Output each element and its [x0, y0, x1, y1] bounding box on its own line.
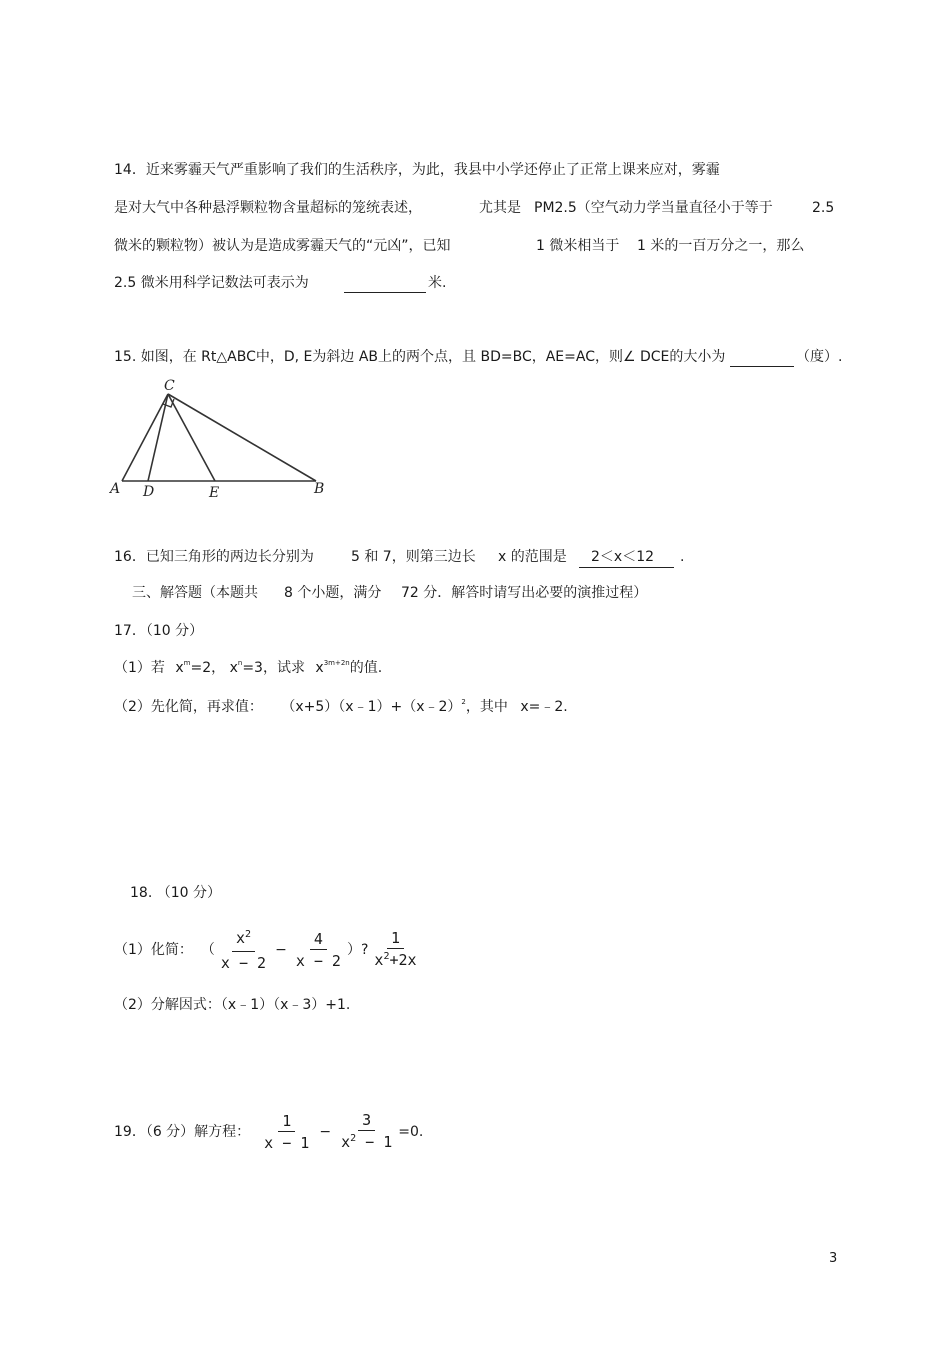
- q17-p1-d: 的值.: [349, 660, 383, 676]
- q18-fraction-1: [217, 929, 270, 972]
- q15-suffix: （度）.: [796, 349, 843, 365]
- section3-b: 8 个小题，满分: [284, 585, 382, 601]
- q19-heading: 19．（6 分）解方程：: [114, 1124, 251, 1140]
- q14-line-1: 14．近来雾霾天气严重影响了我们的生活秩序，为此，我县中小学还停止了正常上课来应对，雾霾: [114, 162, 720, 178]
- q17-p1-n: n: [237, 659, 243, 667]
- q17-part-2: [114, 697, 568, 719]
- q14-answer-blank[interactable]: [344, 273, 426, 293]
- q18-f2-num: 4: [310, 930, 327, 950]
- q17-p2-d: x=﹣2.: [520, 699, 568, 715]
- q16-answer: [579, 547, 674, 568]
- q18-f3-den-b: +2x: [389, 950, 417, 969]
- q17-p2-a: （2）先化简，再求值：: [114, 699, 263, 715]
- label-a: A: [110, 481, 121, 497]
- q18-fraction-3: [370, 929, 420, 972]
- q18-minus: −: [275, 942, 287, 958]
- q19-f1-num: 1: [278, 1112, 295, 1132]
- q16-answer-text: 2＜x＜12: [579, 547, 674, 568]
- q19-minus: −: [319, 1124, 332, 1140]
- label-d: D: [143, 484, 155, 500]
- q14-line-2c: PM2.5（空气动力学当量直径小于等于: [534, 200, 773, 216]
- q17-p1-x3: x: [315, 660, 324, 676]
- label-b: B: [314, 481, 325, 497]
- q14-line-3b: 1 微米相当于: [536, 238, 620, 254]
- q18-p1-label: （1）化简：: [114, 942, 193, 958]
- q18-heading: 18. （10 分）: [130, 885, 221, 901]
- q19-f2-den-b: − 1: [356, 1132, 393, 1151]
- q17-heading: 17．（10 分）: [114, 623, 204, 639]
- q17-p2-b: （x+5）（x﹣1）+（x﹣2）: [281, 699, 462, 715]
- q19-fraction-2: [337, 1111, 396, 1154]
- q19-f2-den-a: x: [341, 1132, 351, 1151]
- q17-p1-c: =3，试求: [242, 660, 305, 676]
- q19-f2-den-exp: 2: [350, 1132, 357, 1144]
- q16-a: 16．已知三角形的两边长分别为: [114, 549, 314, 565]
- q15-answer-blank[interactable]: [730, 347, 794, 367]
- segment-cd: [148, 394, 168, 481]
- q14-line-4b: 米.: [428, 275, 447, 291]
- q19-f1-den: x − 1: [264, 1134, 310, 1152]
- q18-fraction-2: [292, 930, 345, 970]
- segment-ca: [122, 394, 168, 481]
- q15-text: 15. 如图，在 Rt△ABC中，D, E为斜边 AB上的两个点，且 BD=BC，AE=AC，则∠ DCE的大小为: [114, 349, 726, 365]
- section3-c: 72 分．解答时请写出必要的演推过程）: [401, 585, 648, 601]
- q17-p1-m: m: [183, 659, 191, 667]
- triangle-figure: [108, 376, 338, 501]
- q17-p1-exp: 3m+2n: [323, 659, 350, 667]
- q17-p1-x1: x: [175, 660, 184, 676]
- q18-p1-open: （: [200, 942, 215, 958]
- q17-p1-a: （1）若: [114, 660, 165, 676]
- q16-end: .: [680, 549, 685, 565]
- q17-p2-c: ，其中: [465, 699, 508, 715]
- label-c: C: [164, 378, 175, 394]
- section3-a: 三、解答题（本题共: [132, 585, 258, 601]
- label-e: E: [209, 485, 220, 501]
- q14-line-4a: 2.5 微米用科学记数法可表示为: [114, 275, 309, 291]
- q17-p1-x2: x: [229, 660, 238, 676]
- q18-f1-num: x: [235, 928, 245, 947]
- q18-part-2: （2）分解因式：（x﹣1）（x﹣3）+1.: [114, 997, 351, 1013]
- q14-line-3a: 微米的颗粒物）被认为是造成雾霾天气的“元凶”，已知: [114, 238, 451, 254]
- q14-line-3c: 1 米的一百万分之一，那么: [637, 238, 805, 254]
- q18-p1-close: ）?: [346, 942, 369, 958]
- q18-f3-den-exp: 2: [383, 950, 390, 962]
- q18-f2-den: x − 2: [295, 952, 341, 970]
- q18-f1-num-exp: 2: [245, 928, 252, 940]
- q19-fraction-1: [260, 1112, 313, 1152]
- q17-part-1: [114, 658, 382, 680]
- q18-f3-num: 1: [387, 929, 404, 949]
- q16-b: 5 和 7，则第三边长: [351, 549, 476, 565]
- q19-f2-num: 3: [358, 1111, 375, 1131]
- q16-c: x 的范围是: [498, 549, 567, 565]
- q18-f1-den: x − 2: [220, 953, 267, 972]
- q14-line-2d: 2.5: [812, 200, 835, 216]
- segment-cb: [168, 394, 316, 481]
- q18-f3-den-a: x: [374, 950, 384, 969]
- q17-p1-b: =2，: [190, 660, 226, 676]
- q17-p2-sq: 2: [461, 698, 466, 706]
- q19-end: =0.: [398, 1124, 424, 1140]
- q18-part-1: [114, 928, 423, 972]
- q14-line-2a: 是对大气中各种悬浮颗粒物含量超标的笼统表述，: [114, 200, 422, 216]
- page-number: 3: [829, 1251, 838, 1266]
- q19-line: [114, 1110, 423, 1154]
- q14-line-2b: 尤其是: [479, 200, 521, 216]
